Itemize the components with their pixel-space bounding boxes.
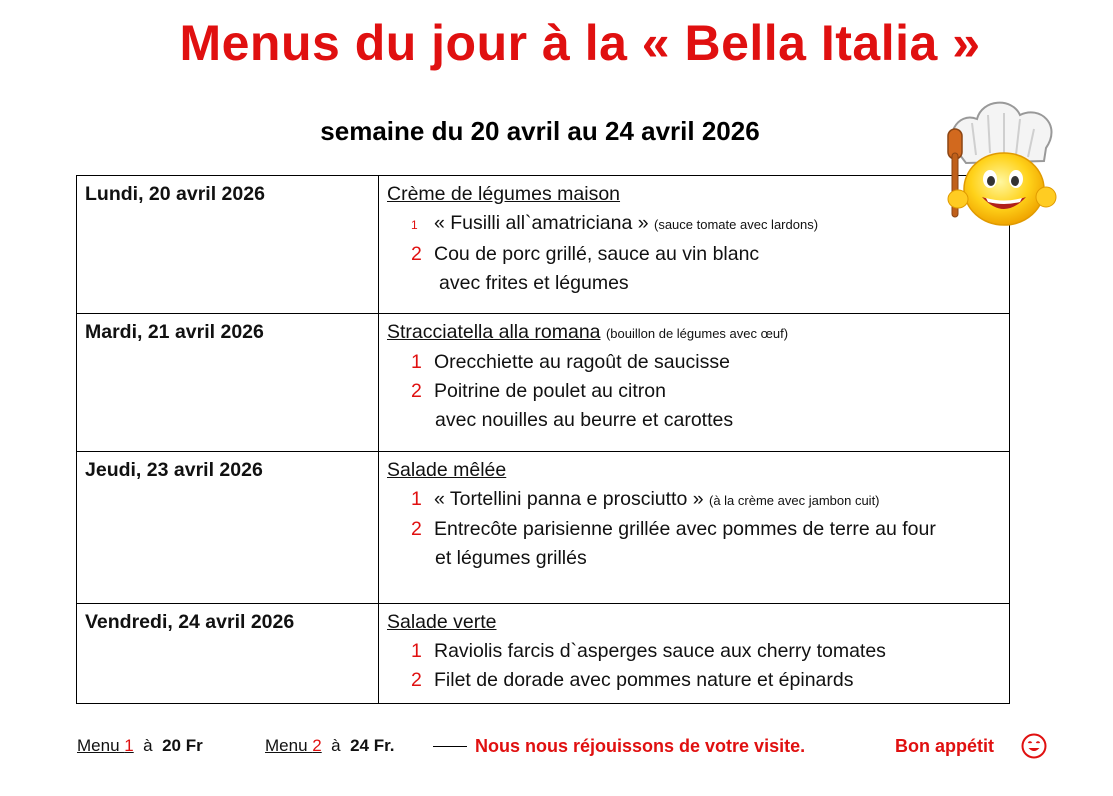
- table-row: [77, 176, 1010, 314]
- table-row: [77, 604, 1010, 704]
- starter: Crème de légumes maison: [387, 183, 621, 205]
- dish-note: (sauce tomate avec lardons): [654, 217, 819, 232]
- smiley-icon: [1021, 733, 1047, 759]
- price-value: 20 Fr: [162, 736, 203, 755]
- table-row: [77, 314, 1010, 452]
- dish-2: [387, 666, 1001, 695]
- price-separator: à: [321, 736, 351, 755]
- menu-number: 2: [312, 736, 322, 755]
- day-cell: Vendredi, 24 avril 2026: [77, 604, 379, 704]
- menu-table: [76, 175, 1010, 704]
- starter: Salade mêlée: [387, 459, 507, 481]
- dish-number: 2: [411, 669, 422, 691]
- dish-continuation: avec frites et légumes: [439, 272, 629, 294]
- dish-number: 2: [411, 518, 422, 540]
- menu-1-label: [77, 736, 134, 755]
- dish-1: [387, 209, 1001, 240]
- week-subtitle: semaine du 20 avril au 24 avril 2026: [320, 116, 760, 146]
- menu-label-text: Menu: [77, 736, 125, 755]
- dish-number: 1: [411, 488, 422, 510]
- dish-text: « Tortellini panna e prosciutto »: [434, 488, 704, 510]
- price-value: 24 Fr.: [350, 736, 395, 755]
- menu-2-price: [265, 733, 395, 759]
- dish-2: [387, 515, 1001, 544]
- menu-cell: [379, 314, 1010, 452]
- day-cell: Jeudi, 23 avril 2026: [77, 452, 379, 604]
- dish-text: Orecchiette au ragoût de saucisse: [434, 351, 730, 373]
- dish-number: 1: [411, 351, 422, 373]
- starter-note: (bouillon de légumes avec œuf): [605, 326, 789, 341]
- menu-number: 1: [124, 736, 134, 755]
- welcome-message: Nous nous réjouissons de votre visite.: [475, 736, 806, 756]
- dish-note: (à la crème avec jambon cuit): [709, 493, 880, 508]
- dish-number: 2: [411, 380, 422, 402]
- dish-text: Filet de dorade avec pommes nature et épinards: [434, 669, 854, 691]
- starter: Salade verte: [387, 611, 497, 633]
- dish-text: Cou de porc grillé, sauce au vin blanc: [434, 243, 760, 265]
- starter: Stracciatella alla romana: [387, 321, 601, 343]
- dish-1: [387, 348, 1001, 377]
- bon-appetit: Bon appétit: [895, 736, 994, 756]
- dish-2: [387, 240, 1001, 269]
- menu-2-label: [265, 736, 322, 755]
- table-row: [77, 452, 1010, 604]
- day-cell: Mardi, 21 avril 2026: [77, 314, 379, 452]
- dish-number: 1: [411, 218, 418, 232]
- dish-continuation: et légumes grillés: [435, 547, 587, 569]
- dish-1: [387, 637, 1001, 666]
- dish-2: [387, 377, 1001, 406]
- dish-text: « Fusilli all`amatriciana »: [434, 212, 649, 234]
- day-cell: Lundi, 20 avril 2026: [77, 176, 379, 314]
- dish-number: 1: [411, 640, 422, 662]
- dish-1: [387, 485, 1001, 515]
- dish-text: Raviolis farcis d`asperges sauce aux cherry tomates: [434, 640, 886, 662]
- dish-number: 2: [411, 243, 422, 265]
- chef-smiley-icon: [932, 93, 1062, 228]
- footer-divider: [433, 746, 467, 747]
- menu-1-price: [77, 733, 203, 759]
- menu-label-text: Menu: [265, 736, 313, 755]
- price-separator: à: [133, 736, 163, 755]
- menu-cell: [379, 604, 1010, 704]
- menu-cell: [379, 176, 1010, 314]
- dish-text: Poitrine de poulet au citron: [434, 380, 666, 402]
- dish-continuation: avec nouilles au beurre et carottes: [435, 409, 734, 431]
- dish-text: Entrecôte parisienne grillée avec pommes de terre au four: [434, 518, 936, 540]
- menu-cell: [379, 452, 1010, 604]
- page-title: Menus du jour à la « Bella Italia »: [179, 15, 981, 71]
